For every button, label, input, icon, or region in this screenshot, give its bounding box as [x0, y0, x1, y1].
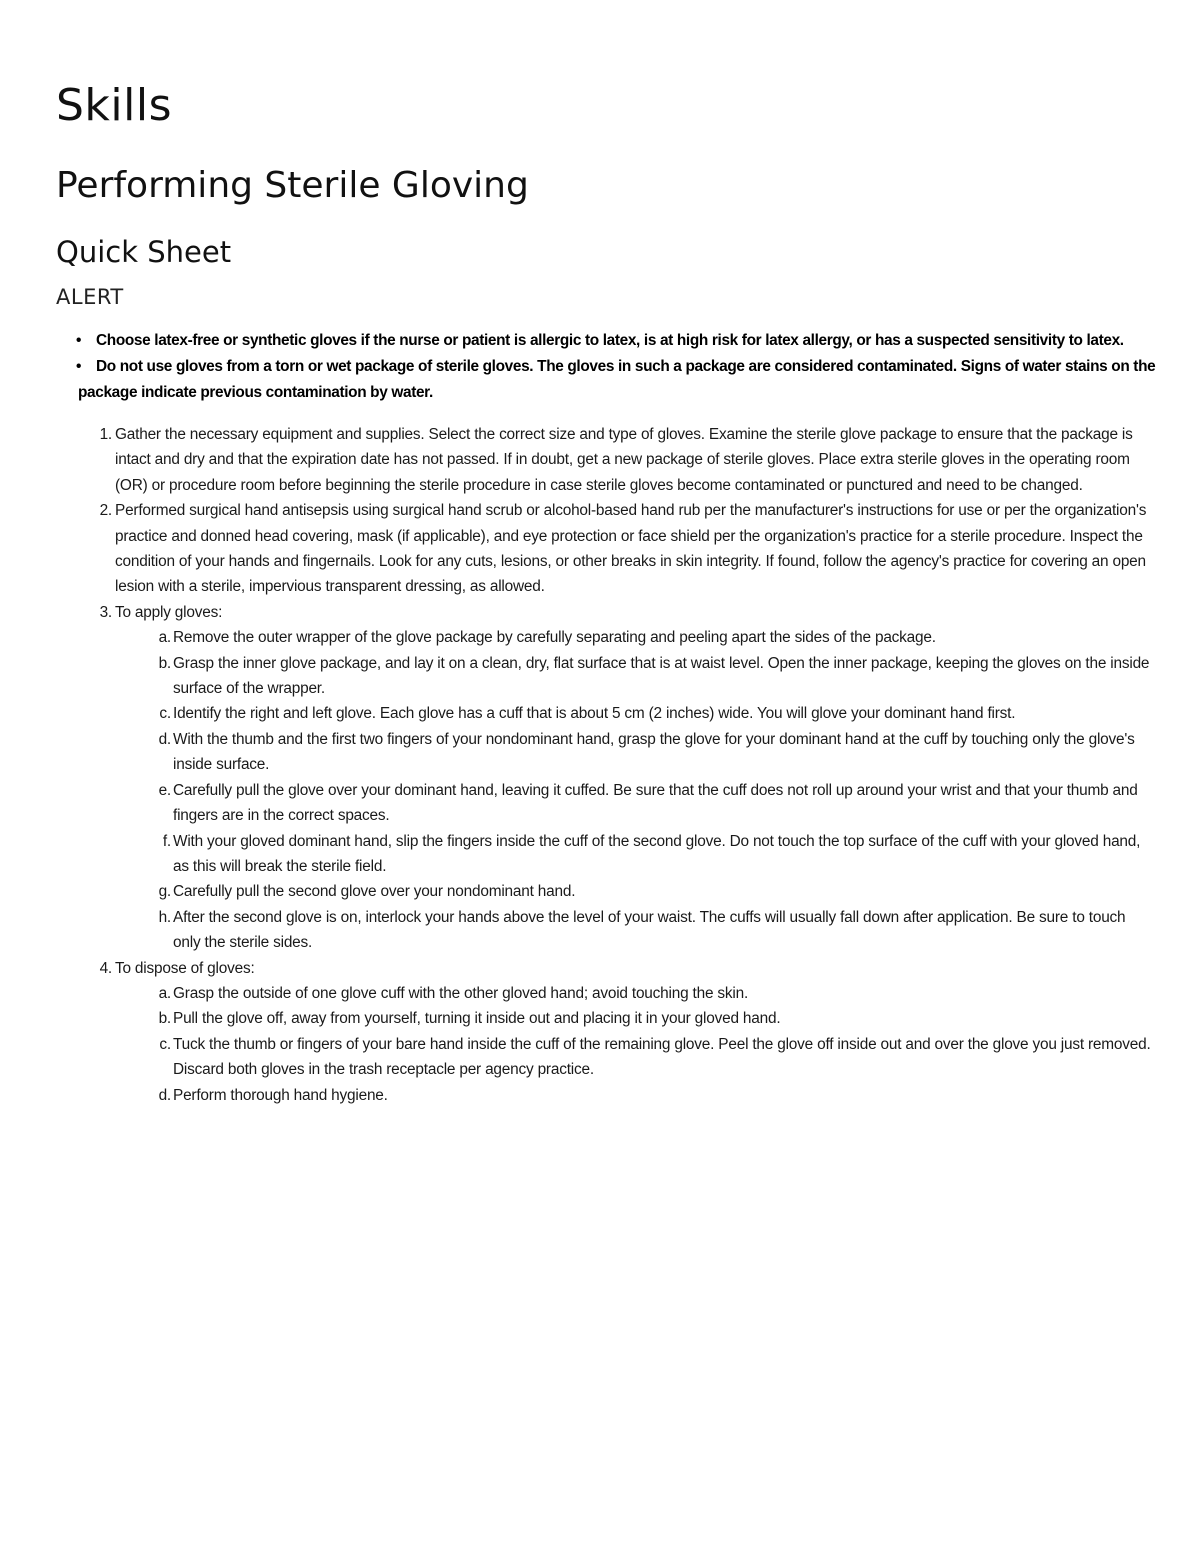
substep-item [115, 651, 1156, 702]
step-text: Gather the necessary equipment and supplies. Select the correct size and type of gloves. Examine the sterile glove package to ensure that the package is intact and dry and that the expiration date has not passed. If in doubt, get a new package of sterile gloves. Place extra sterile gloves in the operating room (OR) or procedure room before beginning the sterile procedure in case sterile gloves become contaminated or punctured and need to be changed. [115, 426, 1133, 494]
step-item [56, 600, 1156, 956]
document-subtitle: Performing Sterile Gloving [56, 165, 529, 206]
alert-text: Do not use gloves from a torn or wet package of sterile gloves. The gloves in such a package are considered contaminated. Signs of water stains on the package indicate previous contamination by water. [78, 358, 1156, 401]
bullet-icon: • [76, 332, 82, 349]
step-number: 2. [99, 502, 112, 520]
substep-letter: e. [158, 781, 171, 799]
alert-list [56, 328, 1156, 406]
substep-item [115, 879, 1156, 904]
substep-letter: g. [158, 883, 171, 901]
substep-letter: d. [158, 730, 171, 748]
substep-letter: a. [158, 629, 171, 647]
bullet-icon: • [76, 358, 82, 375]
substep-text: Carefully pull the second glove over your nondominant hand. [173, 883, 576, 901]
step-text: To apply gloves: [115, 603, 223, 621]
substep-item [115, 625, 1156, 650]
substep-text: Pull the glove off, away from yourself, turning it inside out and placing it in your gloved hand. [173, 1010, 781, 1028]
substep-letter: a. [158, 984, 171, 1002]
substep-item [115, 1006, 1156, 1031]
substep-text: Carefully pull the glove over your dominant hand, leaving it cuffed. Be sure that the cuff does not roll up around your wrist and that your thumb and fingers are in the correct spaces. [173, 781, 1138, 825]
substep-item [115, 778, 1156, 829]
document-title: Skills [56, 80, 173, 131]
steps-list [56, 422, 1156, 1108]
substeps-list [115, 625, 1156, 955]
substep-text: Grasp the outside of one glove cuff with the other gloved hand; avoid touching the skin. [173, 984, 749, 1002]
substeps-list [115, 981, 1156, 1108]
substep-text: With your gloved dominant hand, slip the fingers inside the cuff of the second glove. Do not touch the top surface of the cuff with your gloved hand, as this will break the sterile field. [173, 832, 1141, 875]
substep-letter: h. [158, 908, 171, 926]
substep-text: Grasp the inner glove package, and lay it on a clean, dry, flat surface that is at waist level. Open the inner package, keeping the gloves on the inside surface of the wrapper. [173, 654, 1150, 698]
substep-item [115, 727, 1156, 778]
substep-text: Tuck the thumb or fingers of your bare hand inside the cuff of the remaining glove. Peel the glove off inside out and over the glove you just removed. Discard both gloves in the trash receptacle per agency practice. [173, 1035, 1151, 1079]
substep-item [115, 1032, 1156, 1083]
section-title: Quick Sheet [56, 235, 232, 269]
step-text: To dispose of gloves: [115, 959, 255, 977]
step-item [56, 956, 1156, 1108]
step-number: 3. [99, 603, 112, 621]
substep-letter: c. [159, 705, 171, 723]
substep-text: After the second glove is on, interlock your hands above the level of your waist. The cuffs will usually fall down after application. Be sure to touch only the sterile sides. [173, 908, 1126, 952]
substep-item [115, 981, 1156, 1006]
substep-letter: c. [159, 1035, 171, 1053]
substep-text: Identify the right and left glove. Each glove has a cuff that is about 5 cm (2 inches) wide. You will glove your dominant hand first. [173, 705, 1016, 723]
substep-letter: f. [162, 832, 171, 850]
substep-letter: b. [158, 654, 171, 672]
alert-text: Choose latex-free or synthetic gloves if the nurse or patient is allergic to latex, is at high risk for latex allergy, or has a suspected sensitivity to latex. [96, 332, 1124, 349]
substep-text: Remove the outer wrapper of the glove package by carefully separating and peeling apart the sides of the package. [173, 629, 936, 647]
substep-item [115, 905, 1156, 956]
step-item [56, 498, 1156, 600]
substep-letter: b. [158, 1010, 171, 1028]
substep-text: With the thumb and the first two fingers of your nondominant hand, grasp the glove for your dominant hand at the cuff by touching only the glove's inside surface. [173, 730, 1135, 774]
document-page [56, 78, 1156, 1108]
substep-text: Perform thorough hand hygiene. [173, 1086, 388, 1104]
substep-item [115, 1083, 1156, 1108]
step-number: 1. [99, 426, 112, 443]
step-text: Performed surgical hand antisepsis using surgical hand scrub or alcohol-based hand rub per the manufacturer's instructions for use or per the organization's practice and donned head covering, mask (if applicable), and eye protection or face shield per the organization's practice for a sterile procedure. Inspect the condition of your hands and fingernails. Look for any cuts, lesions, or other breaks in skin integrity. If found, follow the agency's practice for covering an open lesion with a sterile, impervious transparent dressing, as allowed. [115, 502, 1147, 596]
substep-item [115, 829, 1156, 880]
alert-item [56, 328, 1156, 354]
step-number: 4. [99, 959, 112, 977]
step-item [56, 422, 1156, 498]
alert-item [56, 354, 1156, 406]
alert-label: ALERT [56, 285, 124, 309]
substep-letter: d. [158, 1086, 171, 1104]
substep-item [115, 701, 1156, 726]
